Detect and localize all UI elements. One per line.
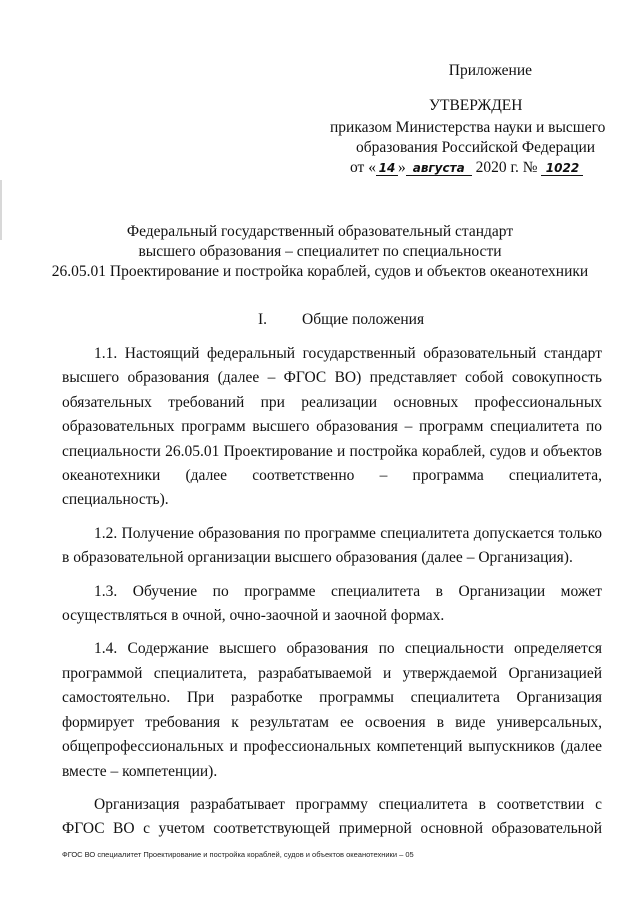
order-line-1: приказом Министерства науки и высшего <box>330 119 606 136</box>
title-line-3: 26.05.01 Проектирование и постройка кораблей, судов и объектов океанотехники <box>51 263 589 280</box>
title-line-2: высшего образования – специалитет по специальности <box>138 243 502 260</box>
order-year: 2020 г. № <box>475 159 538 176</box>
paragraph-1-2: 1.2. Получение образования по программе специалитета допускается только в образовательной организации высшего образования (далее – Организация). <box>62 524 602 567</box>
order-number-handwritten: 1022 <box>541 161 583 176</box>
paragraph-1-4: 1.4. Содержание высшего образования по специальности определяется программой специалитета, разрабатываемой и утверждаемой Организацией самостоятельно. При разработке программы специалитета Организация формирует требования к результатам ее освоения в виде универсальных, общепрофессиональных и профессиональных компетенций выпускников (далее вместе – компетенции). <box>62 640 602 780</box>
paragraph-organization: Организация разрабатывает программу специалитета в соответствии с ФГОС ВО с учетом соответствующей примерной основной образовательной <box>62 795 602 838</box>
body-text <box>62 342 602 851</box>
order-mid: » <box>397 159 406 176</box>
order-prefix: от « <box>350 159 376 176</box>
title-line-1: Федеральный государственный образовательный стандарт <box>126 223 514 240</box>
appendix-label: Приложение <box>448 62 532 79</box>
paragraph-1-1: 1.1. Настоящий федеральный государственный образовательный стандарт высшего образования (далее – ФГОС ВО) представляет собой совокупность обязательных требований при реализации основных профессиональных образовательных программ высшего образования – программ специалитета по специальности 26.05.01 Проектирование и постройка кораблей, судов и объектов океанотехники (далее соответственно – программа специалитета, специальность). <box>62 345 602 509</box>
document-title <box>0 222 640 282</box>
order-date-line <box>330 158 620 178</box>
order-day-handwritten: 14 <box>376 161 398 176</box>
order-line-2: образования Российской Федерации <box>356 139 596 156</box>
approved-label: УТВЕРЖДЕН <box>429 97 523 114</box>
section-title: Общие положения <box>302 311 425 328</box>
section-number: I. <box>258 311 268 328</box>
approval-block <box>330 96 620 178</box>
paragraph-1-3: 1.3. Обучение по программе специалитета в Организации может осуществляться в очной, очно-заочной и заочной формах. <box>62 582 602 625</box>
order-month-handwritten: августа <box>406 161 472 176</box>
page-footer: ФГОС ВО специалитет Проектирование и постройка кораблей, судов и объектов океанотехники – 05 <box>62 850 414 859</box>
